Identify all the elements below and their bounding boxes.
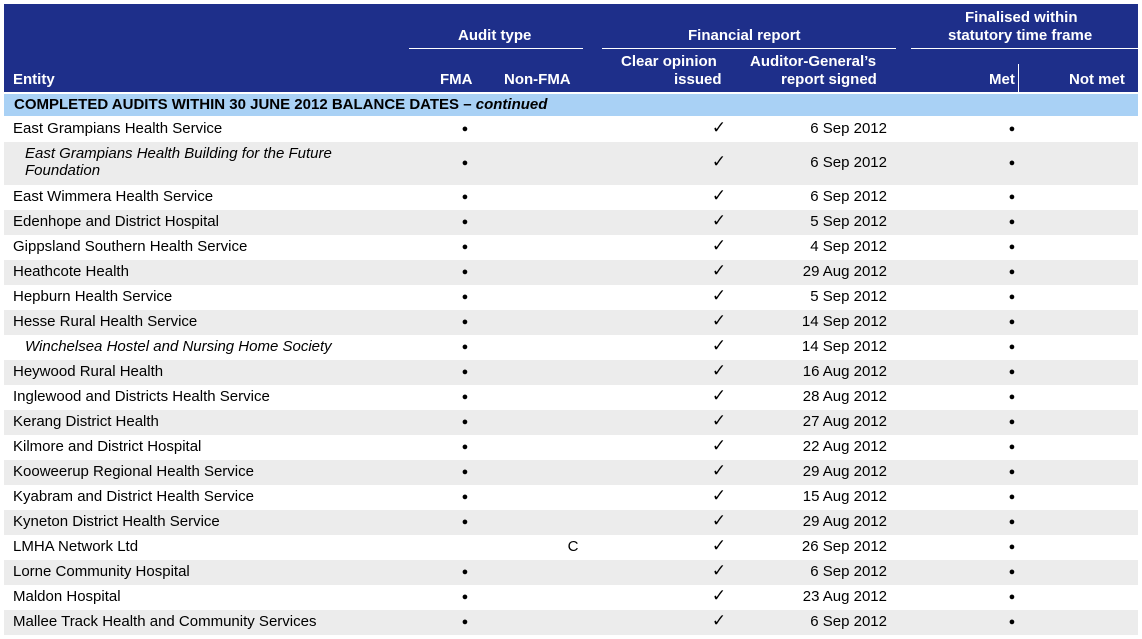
fma-marker: ● (461, 291, 469, 303)
clear-opinion-check: ✓ (711, 586, 727, 605)
clear-opinion-check: ✓ (711, 561, 727, 580)
entity-cell: Kilmore and District Hospital (13, 438, 202, 455)
entity-cell: Hesse Rural Health Service (13, 313, 198, 330)
table-row (4, 410, 1138, 435)
entity-cell: Heathcote Health (13, 263, 129, 280)
met-marker: ● (1008, 291, 1016, 303)
table-header (4, 4, 1138, 92)
ag-report-header-line1: Auditor-General’s (750, 53, 877, 70)
report-signed-date: 6 Sep 2012 (810, 563, 887, 580)
finalised-heading-line1: Finalised within (965, 9, 1078, 26)
table-row (4, 610, 1138, 635)
report-signed-date: 27 Aug 2012 (802, 413, 887, 430)
table-row (4, 560, 1138, 585)
table-row (4, 185, 1138, 210)
financial-report-rule (602, 48, 896, 49)
entity-cell: Winchelsea Hostel and Nursing Home Society (25, 338, 332, 355)
report-signed-date: 28 Aug 2012 (802, 388, 887, 405)
clear-opinion-header-line2: issued (674, 71, 722, 88)
clear-opinion-check: ✓ (711, 186, 727, 205)
table-row (4, 360, 1138, 385)
entity-cell: East Grampians Health Service (13, 120, 223, 137)
section-title (14, 96, 547, 113)
met-marker: ● (1008, 157, 1016, 169)
section-band (4, 94, 1138, 116)
table-row (4, 585, 1138, 610)
entity-cell: Kooweerup Regional Health Service (13, 463, 254, 480)
met-marker: ● (1008, 466, 1016, 478)
met-marker: ● (1008, 123, 1016, 135)
fma-header: FMA (440, 71, 473, 88)
section-title-suffix: continued (475, 96, 548, 113)
clear-opinion-check: ✓ (711, 436, 727, 455)
table-row (4, 535, 1138, 560)
report-signed-date: 5 Sep 2012 (810, 213, 887, 230)
met-marker: ● (1008, 241, 1016, 253)
table-row (4, 210, 1138, 235)
report-signed-date: 16 Aug 2012 (802, 363, 887, 380)
report-signed-date: 6 Sep 2012 (810, 188, 887, 205)
report-signed-date: 29 Aug 2012 (802, 513, 887, 530)
table-row (4, 260, 1138, 285)
report-signed-date: 6 Sep 2012 (810, 154, 887, 171)
finalised-heading-line2: statutory time frame (948, 27, 1093, 44)
clear-opinion-check: ✓ (711, 211, 727, 230)
entity-cell: East Wimmera Health Service (13, 188, 214, 205)
fma-marker: ● (461, 566, 469, 578)
clear-opinion-check: ✓ (711, 486, 727, 505)
clear-opinion-check: ✓ (711, 536, 727, 555)
clear-opinion-check: ✓ (711, 236, 727, 255)
report-signed-date: 29 Aug 2012 (802, 263, 887, 280)
table-row (4, 310, 1138, 335)
fma-marker: ● (461, 123, 469, 135)
table-row (4, 285, 1138, 310)
audit-type-heading: Audit type (458, 27, 532, 44)
fma-marker: ● (461, 591, 469, 603)
table-row (4, 117, 1138, 142)
report-signed-date: 14 Sep 2012 (801, 313, 887, 330)
report-signed-date: 14 Sep 2012 (801, 338, 887, 355)
clear-opinion-check: ✓ (711, 118, 727, 137)
not-met-header: Not met (1069, 71, 1125, 88)
met-marker: ● (1008, 416, 1016, 428)
table-row (4, 460, 1138, 485)
fma-marker: ● (461, 157, 469, 169)
clear-opinion-check: ✓ (711, 152, 727, 171)
fma-marker: ● (461, 616, 469, 628)
fma-marker: ● (461, 391, 469, 403)
fma-marker: ● (461, 191, 469, 203)
entity-cell: Hepburn Health Service (13, 288, 173, 305)
audit-type-rule (409, 48, 583, 49)
entity-cell: Mallee Track Health and Community Services (13, 613, 317, 630)
clear-opinion-check: ✓ (711, 461, 727, 480)
clear-opinion-check: ✓ (711, 336, 727, 355)
fma-marker: ● (461, 216, 469, 228)
clear-opinion-check: ✓ (711, 261, 727, 280)
entity-cell: Kyabram and District Health Service (13, 488, 254, 505)
met-marker: ● (1008, 216, 1016, 228)
entity-cell: Kerang District Health (13, 413, 159, 430)
met-marker: ● (1008, 516, 1016, 528)
fma-marker: ● (461, 316, 469, 328)
entity-cell: Lorne Community Hospital (13, 563, 190, 580)
entity-cell: Gippsland Southern Health Service (13, 238, 248, 255)
report-signed-date: 5 Sep 2012 (810, 288, 887, 305)
met-marker: ● (1008, 366, 1016, 378)
met-marker: ● (1008, 616, 1016, 628)
entity-header: Entity (13, 71, 55, 88)
fma-marker: ● (461, 341, 469, 353)
clear-opinion-check: ✓ (711, 411, 727, 430)
fma-marker: ● (461, 516, 469, 528)
fma-marker: ● (461, 441, 469, 453)
non-fma-header: Non-FMA (504, 71, 571, 88)
clear-opinion-check: ✓ (711, 286, 727, 305)
table-row (4, 235, 1138, 260)
report-signed-date: 22 Aug 2012 (802, 438, 887, 455)
section-title-text: COMPLETED AUDITS WITHIN 30 JUNE 2012 BALANCE DATES – (14, 96, 476, 113)
entity-cell: Edenhope and District Hospital (13, 213, 219, 230)
report-signed-date: 6 Sep 2012 (810, 120, 887, 137)
table-row (4, 335, 1138, 360)
met-marker: ● (1008, 191, 1016, 203)
table-row (4, 385, 1138, 410)
entity-cell: Kyneton District Health Service (13, 513, 220, 530)
table-body (4, 117, 1138, 635)
report-signed-date: 23 Aug 2012 (802, 588, 887, 605)
met-marker: ● (1008, 491, 1016, 503)
met-marker: ● (1008, 591, 1016, 603)
met-header: Met (989, 71, 1015, 88)
entity-cell: Heywood Rural Health (13, 363, 164, 380)
report-signed-date: 6 Sep 2012 (810, 613, 887, 630)
report-signed-date: 4 Sep 2012 (810, 238, 887, 255)
met-marker: ● (1008, 541, 1016, 553)
clear-opinion-check: ✓ (711, 311, 727, 330)
clear-opinion-check: ✓ (711, 361, 727, 380)
non-fma-marker: C (567, 538, 579, 555)
table-row (4, 485, 1138, 510)
fma-marker: ● (461, 416, 469, 428)
report-signed-date: 29 Aug 2012 (802, 463, 887, 480)
clear-opinion-header-line1: Clear opinion (621, 53, 717, 70)
fma-marker: ● (461, 466, 469, 478)
clear-opinion-check: ✓ (711, 511, 727, 530)
entity-cell: Inglewood and Districts Health Service (13, 388, 270, 405)
clear-opinion-check: ✓ (711, 611, 727, 630)
entity-cell: LMHA Network Ltd (13, 538, 139, 555)
report-signed-date: 26 Sep 2012 (801, 538, 887, 555)
table-row (4, 142, 1138, 185)
table-row (4, 510, 1138, 535)
met-marker: ● (1008, 441, 1016, 453)
fma-marker: ● (461, 491, 469, 503)
report-signed-date: 15 Aug 2012 (802, 488, 887, 505)
finalised-rule (911, 48, 1138, 49)
clear-opinion-check: ✓ (711, 386, 727, 405)
financial-report-heading: Financial report (688, 27, 801, 44)
met-marker: ● (1008, 391, 1016, 403)
entity-cell: East Grampians Health Building for the Future Foundation (25, 145, 332, 179)
fma-marker: ● (461, 266, 469, 278)
fma-marker: ● (461, 366, 469, 378)
ag-report-header-line2: report signed (781, 71, 877, 88)
met-marker: ● (1008, 266, 1016, 278)
fma-marker: ● (461, 241, 469, 253)
entity-cell: Maldon Hospital (13, 588, 121, 605)
met-column-divider (1018, 64, 1019, 92)
met-marker: ● (1008, 316, 1016, 328)
table-row (4, 435, 1138, 460)
met-marker: ● (1008, 341, 1016, 353)
met-marker: ● (1008, 566, 1016, 578)
